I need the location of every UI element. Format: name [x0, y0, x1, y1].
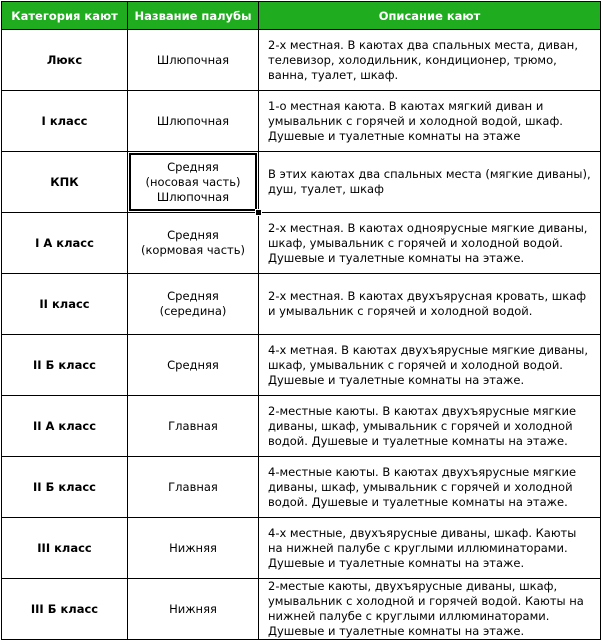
cell-deck[interactable]: Нижняя: [128, 518, 259, 579]
table-row: [2, 91, 601, 152]
cell-deck-selected[interactable]: [128, 152, 259, 213]
cell-category[interactable]: II Б класс: [2, 457, 128, 518]
cell-description[interactable]: 4-местные каюты. В каютах двухъярусные мягкие диваны, шкаф, умывальник с горячей и холодной водой. Душевые и туалетные комнаты на этаже.: [259, 457, 601, 518]
cell-category[interactable]: I А класс: [2, 213, 128, 274]
cell-category[interactable]: III Б класс: [2, 579, 128, 640]
table-row: [2, 335, 601, 396]
cell-category[interactable]: I класс: [2, 91, 128, 152]
cell-deck[interactable]: Средняя (кормовая часть): [128, 213, 259, 274]
cell-deck[interactable]: Средняя: [128, 335, 259, 396]
cell-description[interactable]: 2-местные каюты. В каютах двухъярусные мягкие диваны, шкаф, умывальник с горячей и холодной водой. Душевые и туалетные комнаты на этаже.: [259, 396, 601, 457]
table-row: [2, 152, 601, 213]
cell-description[interactable]: 2-местые каюты, двухъярусные диваны, шкаф, умывальник с холодной и горячей водой. Каюты на нижней палубе с круглыми иллюминаторами. Душевые и туалетные комнаты на этаже.: [259, 579, 601, 640]
cell-deck[interactable]: Средняя (середина): [128, 274, 259, 335]
header-cabin-category: Категория кают: [2, 2, 128, 30]
cell-category[interactable]: II Б класс: [2, 335, 128, 396]
table-row: [2, 579, 601, 640]
table-row: [2, 396, 601, 457]
cell-deck[interactable]: Главная: [128, 396, 259, 457]
cell-category[interactable]: II класс: [2, 274, 128, 335]
cell-deck-text: Средняя (носовая часть) Шлюпочная: [145, 159, 241, 204]
cell-deck[interactable]: Нижняя: [128, 579, 259, 640]
table-row: [2, 274, 601, 335]
table-row: [2, 457, 601, 518]
cabin-table-wrapper: [1, 1, 601, 640]
cell-description[interactable]: 4-х метная. В каютах двухъярусные мягкие диваны, шкаф, умывальник с горячей и холодной водой. Душевые и туалетные комнаты на этаже.: [259, 335, 601, 396]
cell-description[interactable]: 2-х местная. В каютах два спальных места, диван, телевизор, холодильник, кондиционер, трюмо, ванна, туалет, шкаф.: [259, 30, 601, 91]
cell-description[interactable]: В этих каютах два спальных места (мягкие диваны), душ, туалет, шкаф: [259, 152, 601, 213]
cell-category[interactable]: II А класс: [2, 396, 128, 457]
table-row: [2, 30, 601, 91]
header-cabin-description: Описание кают: [259, 2, 601, 30]
table-row: [2, 213, 601, 274]
cabin-categories-table: [1, 1, 601, 640]
cell-category[interactable]: КПК: [2, 152, 128, 213]
cell-description[interactable]: 2-х местная. В каютах двухъярусная кровать, шкаф и умывальник с горячей и холодной водой.: [259, 274, 601, 335]
fill-handle[interactable]: [255, 209, 262, 216]
cell-category[interactable]: Люкс: [2, 30, 128, 91]
table-header-row: [2, 2, 601, 30]
cell-deck[interactable]: Шлюпочная: [128, 91, 259, 152]
cell-description[interactable]: 2-х местная. В каютах одноярусные мягкие диваны, шкаф, умывальник с горячей и холодной водой. Душевые и туалетные комнаты на этаже.: [259, 213, 601, 274]
cell-deck[interactable]: Главная: [128, 457, 259, 518]
table-row: [2, 518, 601, 579]
cell-description[interactable]: 1-о местная каюта. В каютах мягкий диван и умывальник с горячей и холодной водой, шкаф. Душевые и туалетные комнаты на этаже: [259, 91, 601, 152]
cell-category[interactable]: III класс: [2, 518, 128, 579]
cell-deck[interactable]: Шлюпочная: [128, 30, 259, 91]
header-deck-name: Название палубы: [128, 2, 259, 30]
cell-description[interactable]: 4-х местные, двухъярусные диваны, шкаф. Каюты на нижней палубе с круглыми иллюминаторами. Душевые и туалетные комнаты на этаже.: [259, 518, 601, 579]
